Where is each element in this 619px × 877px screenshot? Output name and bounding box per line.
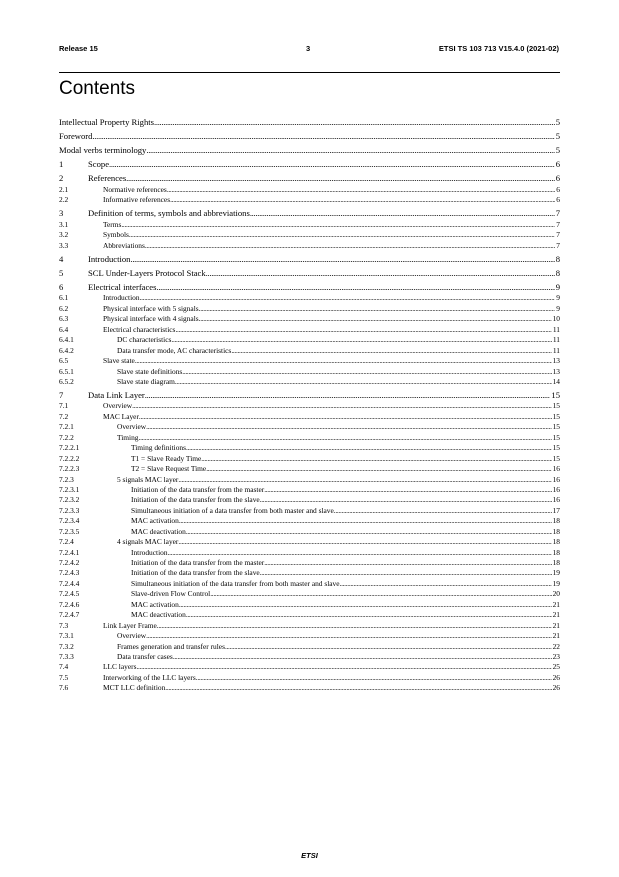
header-rule [59,72,560,73]
toc-dot-leader [175,325,551,335]
toc-entry-number: 3.1 [59,219,69,229]
toc-entry-page: 15 [552,432,560,442]
toc-entry-page: 11 [552,324,560,334]
header-page-number: 3 [306,44,311,53]
toc-dot-leader [109,159,555,171]
toc-dot-leader [146,422,551,432]
toc-entry-number: 7.2.3.2 [59,495,80,505]
toc-entry[interactable] [59,145,560,157]
toc-entry-page: 9 [556,293,560,303]
toc-dot-leader [186,527,552,537]
toc-entry-page: 15 [552,411,560,421]
toc-entry-title: Initiation of the data transfer from the master [131,484,265,494]
toc-entry-title: Abbreviations [103,240,145,250]
toc-entry-page: 16 [552,495,560,505]
toc-entry-title: Definition of terms, symbols and abbreviations [88,208,250,219]
toc-entry-page: 18 [552,558,560,568]
toc-entry-page: 21 [552,610,560,620]
toc-dot-leader [264,558,551,568]
toc-dot-leader [264,485,551,495]
toc-entry-page: 15 [552,422,560,432]
toc-entry-number: 6.2 [59,303,69,313]
toc-entry-number: 6.4.1 [59,335,74,345]
toc-entry[interactable] [59,208,560,220]
toc-entry[interactable] [59,485,560,495]
toc-dot-leader [179,600,552,610]
toc-entry[interactable] [59,443,560,453]
toc-dot-leader [186,610,552,620]
toc-entry-title: Symbols [103,230,129,240]
toc-entry-title: Link Layer Frame [103,620,157,630]
toc-entry[interactable] [59,131,560,143]
toc-entry-page: 16 [552,474,560,484]
toc-dot-leader [92,131,554,143]
toc-entry[interactable] [59,346,560,356]
toc-entry-title: Frames generation and transfer rules [117,641,225,651]
toc-entry-number: 7.4 [59,662,69,672]
toc-entry-number: 6.1 [59,293,69,303]
toc-entry-page: 16 [552,464,560,474]
toc-entry-title: Initiation of the data transfer from the master [131,558,265,568]
toc-entry-number: 6.4 [59,324,69,334]
toc-entry-number: 2.1 [59,184,69,194]
toc-entry[interactable] [59,304,560,314]
toc-entry-number: 7.2.2.1 [59,443,80,453]
toc-entry-title: Overview [117,631,147,641]
toc-entry-title: MAC activation [131,599,179,609]
toc-entry[interactable] [59,159,560,171]
toc-entry-number: 7.2.4.6 [59,599,80,609]
toc-entry-page: 6 [556,195,560,205]
toc-dot-leader [178,475,551,485]
toc-entry-number: 6.5 [59,356,69,366]
toc-dot-leader [179,516,552,526]
toc-entry[interactable] [59,254,560,266]
toc-entry-number: 2.2 [59,195,69,205]
toc-entry-title: Physical interface with 5 signals [103,303,199,313]
toc-entry-number: 7.2 [59,411,69,421]
toc-dot-leader [132,401,551,411]
toc-entry[interactable] [59,117,560,129]
toc-entry-title: MAC deactivation [131,610,186,620]
toc-entry-title: MAC Layer [103,411,139,421]
toc-dot-leader [173,652,552,662]
toc-entry-page: 15 [552,453,560,463]
toc-dot-leader [135,356,552,366]
toc-dot-leader [140,293,556,303]
toc-entry-page: 6 [556,184,560,194]
toc-entry-number: 7 [59,389,64,400]
toc-entry-number: 6.4.2 [59,345,74,355]
toc-entry[interactable] [59,173,560,185]
toc-entry-page: 15 [552,401,560,411]
toc-entry-number: 7.3.2 [59,641,74,651]
toc-entry[interactable] [59,475,560,485]
toc-entry-title: Simultaneous initiation of the data transfer from both master and slave [131,578,340,588]
toc-entry[interactable] [59,185,560,195]
toc-entry[interactable] [59,631,560,641]
toc-dot-leader [165,683,551,693]
toc-entry-number: 7.2.4.3 [59,568,80,578]
toc-dot-leader [157,621,552,631]
toc-entry-page: 5 [555,131,560,142]
toc-entry-title: Overview [103,401,133,411]
toc-dot-leader [168,548,552,558]
toc-dot-leader [199,314,552,324]
toc-entry-title: MCT LLC definition [103,683,166,693]
toc-entry-page: 18 [552,526,560,536]
toc-entry-title: Electrical characteristics [103,324,176,334]
toc-entry-page: 7 [556,230,560,240]
toc-entry-title: Data Link Layer [88,389,145,400]
toc-entry[interactable] [59,314,560,324]
toc-entry[interactable] [59,673,560,683]
toc-entry-page: 5 [555,117,560,127]
toc-entry-number: 7.2.4 [59,537,74,547]
toc-entry[interactable] [59,367,560,377]
header-release: Release 15 [59,44,98,53]
toc-entry[interactable] [59,390,560,402]
toc-entry[interactable] [59,527,560,537]
toc-entry-number: 7.2.2 [59,432,74,442]
toc-entry[interactable] [59,422,560,432]
toc-dot-leader [210,589,551,599]
toc-entry-number: 6.5.1 [59,366,74,376]
toc-dot-leader [186,443,552,453]
toc-entry-page: 11 [552,335,560,345]
toc-entry-page: 15 [552,443,560,453]
toc-entry-number: 7.2.4.2 [59,558,80,568]
toc-entry-number: 7.2.4.7 [59,610,80,620]
toc-entry-page: 18 [552,537,560,547]
toc-entry-page: 6 [555,159,560,170]
toc-dot-leader [199,304,556,314]
toc-dot-leader [146,631,551,641]
toc-entry[interactable] [59,548,560,558]
toc-entry-page: 8 [555,253,560,264]
toc-dot-leader [182,367,551,377]
toc-dot-leader [201,454,551,464]
toc-dot-leader [231,346,552,356]
table-of-contents [59,117,560,694]
toc-entry-title: Foreword [59,131,93,142]
toc-entry[interactable] [59,454,560,464]
toc-entry[interactable] [59,377,560,387]
toc-dot-leader [260,568,552,578]
toc-entry[interactable] [59,220,560,230]
toc-entry-title: Informative references [103,195,171,205]
toc-entry-page: 19 [552,568,560,578]
toc-entry-page: 16 [552,484,560,494]
toc-entry-title: Interworking of the LLC layers [103,672,196,682]
toc-entry-title: Terms [103,219,122,229]
toc-entry[interactable] [59,537,560,547]
toc-entry-title: DC characteristics [117,335,172,345]
toc-entry-page: 6 [555,173,560,184]
toc-entry-title: Slave-driven Flow Control [131,589,211,599]
toc-dot-leader [121,220,555,230]
toc-entry[interactable] [59,433,560,443]
toc-entry-title: 5 signals MAC layer [117,474,179,484]
toc-entry-page: 25 [552,662,560,672]
toc-entry-title: Simultaneous initiation of a data transfer from both master and slave [131,505,334,515]
toc-dot-leader [196,673,552,683]
toc-entry[interactable] [59,642,560,652]
toc-entry-title: Slave state [103,356,135,366]
toc-dot-leader [206,268,555,280]
toc-dot-leader [170,195,555,205]
toc-entry-number: 7.3.1 [59,631,74,641]
toc-entry-number: 2 [59,173,64,184]
toc-dot-leader [154,117,555,129]
toc-dot-leader [145,390,551,402]
toc-entry-number: 7.3 [59,620,69,630]
toc-entry-number: 7.2.3 [59,474,74,484]
toc-entry-title: LLC layers [103,662,137,672]
toc-entry[interactable] [59,293,560,303]
toc-entry[interactable] [59,335,560,345]
page-title: Contents [59,78,136,99]
toc-entry[interactable] [59,600,560,610]
toc-entry-title: Initiation of the data transfer from the slave [131,495,260,505]
toc-entry-page: 8 [555,267,560,278]
toc-entry-title: Overview [117,422,147,432]
toc-entry-page: 13 [552,356,560,366]
toc-entry[interactable] [59,230,560,240]
toc-entry-number: 7.2.3.5 [59,526,80,536]
toc-entry-number: 7.3.3 [59,651,74,661]
toc-entry-number: 7.2.3.1 [59,484,80,494]
toc-entry[interactable] [59,568,560,578]
toc-entry-number: 5 [59,267,64,278]
toc-entry-number: 4 [59,253,64,264]
toc-dot-leader [178,537,551,547]
toc-entry-page: 11 [552,345,560,355]
toc-entry[interactable] [59,621,560,631]
toc-entry[interactable] [59,356,560,366]
toc-entry-page: 23 [552,651,560,661]
toc-entry[interactable] [59,464,560,474]
toc-entry-number: 7.2.3.4 [59,516,80,526]
toc-entry[interactable] [59,610,560,620]
toc-dot-leader [156,282,554,294]
toc-entry[interactable] [59,579,560,589]
toc-dot-leader [167,185,555,195]
toc-dot-leader [129,230,555,240]
header-document-id: ETSI TS 103 713 V15.4.0 (2021-02) [438,44,559,53]
toc-entry[interactable] [59,401,560,411]
toc-entry-page: 7 [556,240,560,250]
toc-entry-page: 20 [552,589,560,599]
toc-entry-title: Initiation of the data transfer from the slave [131,568,260,578]
toc-entry[interactable] [59,412,560,422]
toc-entry-title: Electrical interfaces [88,281,157,292]
toc-entry-number: 6 [59,281,64,292]
toc-entry-page: 13 [552,366,560,376]
toc-entry-title: SCL Under-Layers Protocol Stack [88,267,206,278]
toc-dot-leader [340,579,552,589]
toc-entry-page: 26 [552,683,560,693]
toc-entry-title: Timing [117,432,139,442]
toc-entry[interactable] [59,652,560,662]
toc-entry-number: 7.2.2.2 [59,453,80,463]
toc-entry-page: 18 [552,547,560,557]
toc-entry-title: Data transfer mode, AC characteristics [117,345,232,355]
toc-entry-page: 10 [552,314,560,324]
toc-entry-title: Slave state definitions [117,366,183,376]
toc-entry[interactable] [59,589,560,599]
toc-entry-title: Timing definitions [131,443,186,453]
toc-entry-title: Introduction [103,293,140,303]
toc-entry-title: References [88,173,127,184]
toc-entry[interactable] [59,268,560,280]
toc-entry[interactable] [59,516,560,526]
toc-dot-leader [136,662,551,672]
toc-dot-leader [260,495,552,505]
toc-entry-page: 18 [552,516,560,526]
toc-entry-number: 3.2 [59,230,69,240]
toc-entry-title: Intellectual Property Rights [59,117,154,127]
toc-entry-number: 3 [59,208,64,219]
toc-entry-number: 6.5.2 [59,376,74,386]
toc-entry-title: Normative references [103,184,167,194]
toc-entry-page: 15 [551,389,560,400]
toc-entry[interactable] [59,662,560,672]
toc-entry-title: Scope [88,159,110,170]
toc-entry-page: 26 [552,672,560,682]
toc-entry-number: 7.5 [59,672,69,682]
toc-entry-number: 7.2.4.1 [59,547,80,557]
toc-entry[interactable] [59,282,560,294]
toc-entry-page: 14 [552,376,560,386]
toc-dot-leader [225,642,552,652]
toc-entry[interactable] [59,683,560,693]
toc-entry-page: 7 [555,208,560,219]
toc-entry-number: 7.2.1 [59,422,74,432]
toc-entry-page: 9 [555,281,560,292]
toc-entry[interactable] [59,195,560,205]
toc-entry-title: T2 = Slave Request Time [131,464,207,474]
toc-entry-number: 7.2.2.3 [59,464,80,474]
toc-entry-page: 21 [552,599,560,609]
toc-entry-title: 4 signals MAC layer [117,537,179,547]
toc-entry-title: Slave state diagram [117,376,175,386]
toc-dot-leader [126,173,555,185]
toc-dot-leader [139,433,552,443]
toc-entry-number: 7.2.4.4 [59,578,80,588]
toc-entry-title: MAC deactivation [131,526,186,536]
toc-entry-number: 3.3 [59,240,69,250]
toc-entry-title: Introduction [88,253,131,264]
toc-dot-leader [175,377,552,387]
toc-entry-page: 7 [556,219,560,229]
toc-entry-title: Modal verbs terminology [59,145,147,156]
toc-entry[interactable] [59,325,560,335]
toc-entry-number: 7.2.4.5 [59,589,80,599]
toc-dot-leader [130,254,554,266]
toc-entry-number: 7.6 [59,683,69,693]
toc-entry-title: Physical interface with 4 signals [103,314,199,324]
toc-entry-page: 22 [552,641,560,651]
toc-entry-number: 6.3 [59,314,69,324]
toc-dot-leader [206,464,551,474]
toc-entry-page: 17 [552,505,560,515]
toc-entry[interactable] [59,495,560,505]
toc-entry-number: 1 [59,159,64,170]
toc-entry[interactable] [59,558,560,568]
toc-entry-number: 7.2.3.3 [59,505,80,515]
toc-entry-title: Introduction [131,547,168,557]
toc-dot-leader [145,241,555,251]
toc-dot-leader [171,335,551,345]
toc-entry-title: T1 = Slave Ready Time [131,453,202,463]
toc-entry-page: 9 [556,303,560,313]
toc-dot-leader [334,506,552,516]
toc-dot-leader [139,412,552,422]
toc-entry-page: 5 [555,145,560,156]
toc-dot-leader [146,145,554,157]
toc-entry-title: MAC activation [131,516,179,526]
toc-entry-page: 19 [552,578,560,588]
toc-entry-number: 7.1 [59,401,69,411]
toc-entry[interactable] [59,506,560,516]
toc-entry[interactable] [59,241,560,251]
toc-entry-title: Data transfer cases [117,651,173,661]
toc-entry-page: 21 [552,620,560,630]
toc-entry-page: 21 [552,631,560,641]
footer-logo: ETSI [301,851,318,860]
toc-dot-leader [250,208,555,220]
